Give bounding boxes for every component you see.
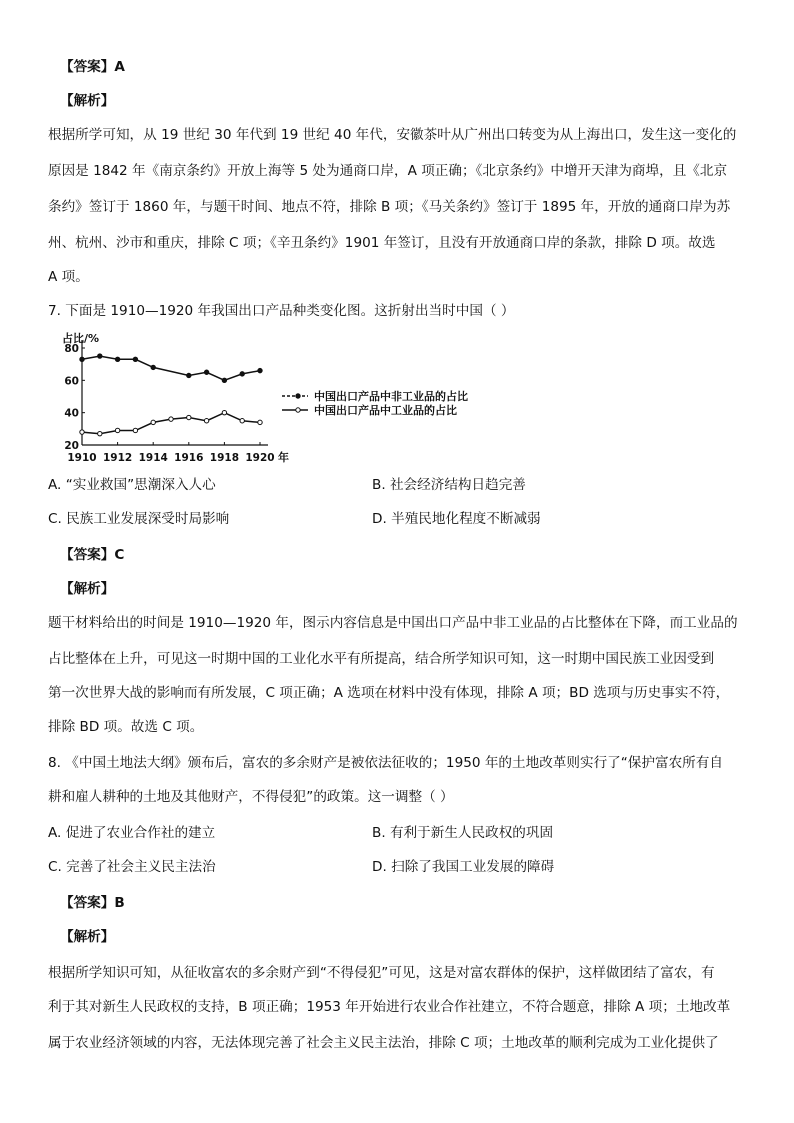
option-8a: A. 促进了农业合作社的建立 bbox=[48, 825, 216, 841]
data-point bbox=[204, 370, 208, 374]
legend-swatch-marker bbox=[296, 408, 300, 412]
data-point bbox=[80, 357, 84, 361]
question-8-stem: 耕和雇人耕种的土地及其他财产，不得侵犯”的政策。这一调整（ ） bbox=[48, 789, 454, 805]
data-point bbox=[115, 357, 119, 361]
y-tick-label: 40 bbox=[64, 407, 79, 420]
chart-marks bbox=[80, 354, 262, 436]
x-tick-label: 1914 bbox=[138, 452, 168, 464]
data-point bbox=[258, 420, 262, 424]
data-point bbox=[240, 372, 244, 376]
x-tick-label: 1912 bbox=[102, 452, 133, 464]
data-point bbox=[133, 428, 137, 432]
analysis-line: 排除 BD 项。故选 C 项。 bbox=[48, 719, 204, 735]
data-point bbox=[258, 368, 262, 372]
legend-label: 中国出口产品中工业品的占比 bbox=[314, 404, 457, 417]
option-8c: C. 完善了社会主义民主法治 bbox=[48, 859, 216, 875]
data-point bbox=[187, 373, 191, 377]
option-7a: A. “实业救国”思潮深入人心 bbox=[48, 477, 216, 493]
option-7c: C. 民族工业发展深受时局影响 bbox=[48, 511, 230, 527]
question-8-stem: 8. 《中国土地法大纲》颁布后，富农的多余财产是被依法征收的；1950 年的土地改革则实行了“保护富农所有自 bbox=[48, 755, 723, 771]
data-point bbox=[151, 365, 155, 369]
data-point bbox=[222, 378, 226, 382]
analysis-line: 根据所学知识可知，从征收富农的多余财产到“不得侵犯”可见，这是对富农群体的保护，这样做团结了富农，有 bbox=[48, 965, 715, 981]
y-tick-label: 60 bbox=[64, 375, 79, 388]
analysis-label-6: 【解析】 bbox=[60, 93, 115, 109]
series-line-2 bbox=[82, 413, 260, 434]
data-point bbox=[98, 431, 102, 435]
question-7-stem: 7. 下面是 1910—1920 年我国出口产品种类变化图。这折射出当时中国（ ） bbox=[48, 303, 515, 319]
export-composition-chart bbox=[60, 332, 500, 470]
legend-swatch-marker bbox=[296, 394, 300, 398]
option-7b: B. 社会经济结构日趋完善 bbox=[372, 477, 526, 493]
analysis-line: 题干材料给出的时间是 1910—1920 年，图示内容信息是中国出口产品中非工业品的占比整体在下降，而工业品的 bbox=[48, 615, 738, 631]
analysis-line: 利于其对新生人民政权的支持，B 项正确；1953 年开始进行农业合作社建立，不符合题意，排除 A 项；土地改革 bbox=[48, 999, 731, 1015]
answer-label-7: 【答案】C bbox=[60, 547, 125, 563]
x-tick-label: 1918 bbox=[209, 452, 240, 464]
analysis-label-8: 【解析】 bbox=[60, 929, 115, 945]
x-tick-label: 1920 bbox=[245, 452, 275, 464]
analysis-line: 占比整体在上升，可见这一时期中国的工业化水平有所提高，结合所学知识可知，这一时期中国民族工业因受到 bbox=[48, 651, 715, 667]
analysis-line: A 项。 bbox=[48, 269, 89, 285]
x-axis-label: 年 bbox=[278, 451, 289, 464]
option-8d: D. 扫除了我国工业发展的障碍 bbox=[372, 859, 555, 875]
answer-label-6: 【答案】A bbox=[60, 59, 125, 75]
chart-axes bbox=[62, 332, 289, 464]
series-line-1 bbox=[82, 356, 260, 380]
answer-label-8: 【答案】B bbox=[60, 895, 125, 911]
data-point bbox=[133, 357, 137, 361]
analysis-line: 属于农业经济领域的内容，无法体现完善了社会主义民主法治，排除 C 项；土地改革的顺利完成为工业化提供了 bbox=[48, 1035, 719, 1051]
data-point bbox=[240, 419, 244, 423]
data-point bbox=[151, 420, 155, 424]
data-point bbox=[222, 410, 226, 414]
analysis-line: 州、杭州、沙市和重庆，排除 C 项；《辛丑条约》1901 年签订，且没有开放通商口岸的条款，排除 D 项。故选 bbox=[48, 235, 716, 251]
chart-legend bbox=[282, 389, 468, 417]
chart-ticks bbox=[64, 343, 274, 464]
data-point bbox=[187, 415, 191, 419]
analysis-line: 条约》签订于 1860 年，与题干时间、地点不符，排除 B 项；《马关条约》签订于 1895 年，开放的通商口岸为苏 bbox=[48, 199, 731, 215]
analysis-line: 根据所学可知，从 19 世纪 30 年代到 19 世纪 40 年代，安徽茶叶从广州出口转变为从上海出口，发生这一变化的 bbox=[48, 127, 737, 143]
data-point bbox=[80, 430, 84, 434]
option-7d: D. 半殖民地化程度不断减弱 bbox=[372, 511, 541, 527]
y-axis-label: 占比/% bbox=[62, 332, 100, 345]
analysis-line: 原因是 1842 年《南京条约》开放上海等 5 处为通商口岸，A 项正确；《北京条约》中增开天津为商埠，且《北京 bbox=[48, 163, 728, 179]
x-tick-label: 1910 bbox=[67, 452, 97, 464]
y-tick-label: 80 bbox=[64, 343, 79, 355]
data-point bbox=[204, 419, 208, 423]
y-tick-label: 20 bbox=[64, 440, 79, 452]
analysis-line: 第一次世界大战的影响而有所发展，C 项正确；A 选项在材料中没有体现，排除 A 项；BD 选项与历史事实不符， bbox=[48, 685, 730, 701]
data-point bbox=[169, 417, 173, 421]
x-tick-label: 1916 bbox=[174, 452, 204, 464]
data-point bbox=[115, 428, 119, 432]
option-8b: B. 有利于新生人民政权的巩固 bbox=[372, 825, 554, 841]
legend-label: 中国出口产品中非工业品的占比 bbox=[314, 390, 468, 403]
analysis-label-7: 【解析】 bbox=[60, 581, 115, 597]
data-point bbox=[98, 354, 102, 358]
